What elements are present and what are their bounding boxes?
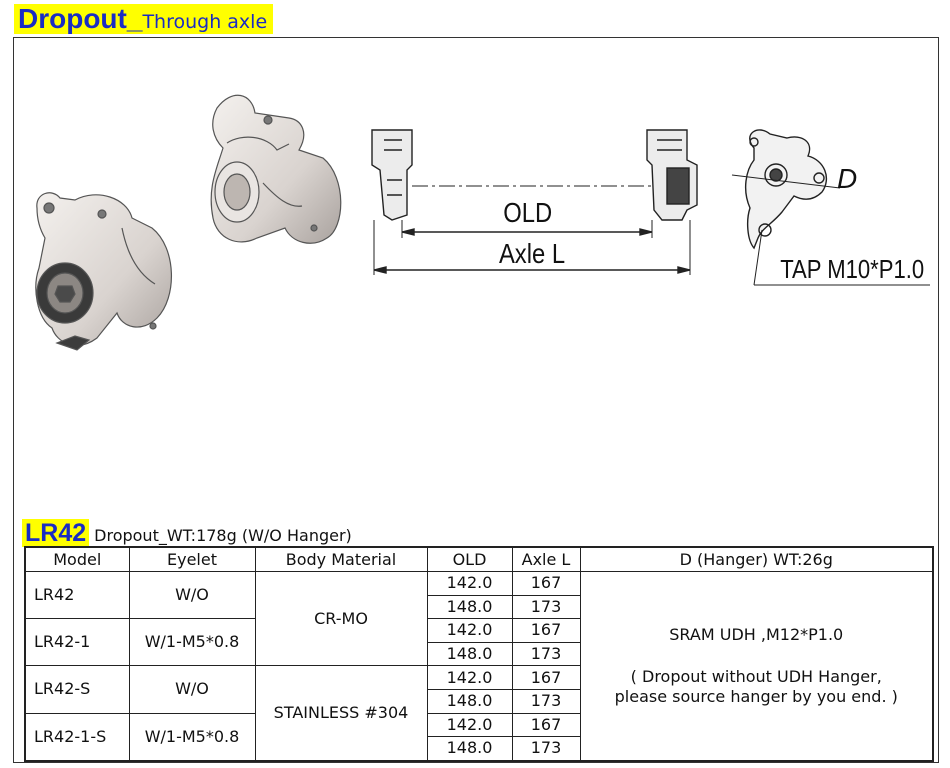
old-cell: 142.0 bbox=[427, 619, 512, 643]
eyelet-cell: W/1-M5*0.8 bbox=[129, 619, 255, 666]
axle-cell: 167 bbox=[512, 619, 580, 643]
old-cell: 142.0 bbox=[427, 666, 512, 690]
spec-model-code: LR42 bbox=[22, 519, 89, 547]
header-hanger: D (Hanger) WT:26g bbox=[580, 547, 933, 572]
old-cell: 142.0 bbox=[427, 572, 512, 596]
old-cell: 148.0 bbox=[427, 689, 512, 713]
table-header-row bbox=[25, 547, 933, 572]
old-cell: 142.0 bbox=[427, 713, 512, 737]
axle-length-label: Axle L bbox=[498, 237, 566, 270]
header-body-material: Body Material bbox=[255, 547, 427, 572]
axle-cell: 173 bbox=[512, 595, 580, 619]
header-old: OLD bbox=[427, 547, 512, 572]
hanger-note-line2: please source hanger by you end. ) bbox=[614, 686, 898, 706]
page-title-sub: Through axle bbox=[142, 11, 268, 33]
hanger-note-line1: ( Dropout without UDH Hanger, bbox=[630, 666, 882, 686]
eyelet-cell: W/O bbox=[129, 666, 255, 713]
axle-cell: 167 bbox=[512, 572, 580, 596]
hanger-cell bbox=[580, 572, 933, 761]
old-cell: 148.0 bbox=[427, 595, 512, 619]
tap-thread-label: TAP M10*P1.0 bbox=[780, 255, 925, 285]
spec-description: Dropout_WT:178g (W/O Hanger) bbox=[94, 526, 352, 545]
axle-cell: 167 bbox=[512, 666, 580, 690]
old-cell: 148.0 bbox=[427, 642, 512, 666]
hanger-spec: SRAM UDH ,M12*P1.0 bbox=[669, 624, 844, 644]
axle-cell: 173 bbox=[512, 642, 580, 666]
table-row bbox=[25, 572, 933, 596]
axle-dimension-drawing bbox=[362, 120, 932, 300]
model-cell: LR42-1-S bbox=[25, 713, 129, 761]
material-cell: CR-MO bbox=[255, 572, 427, 666]
model-cell: LR42-1 bbox=[25, 619, 129, 666]
old-dimension-label: OLD bbox=[503, 196, 553, 229]
header-axle-l: Axle L bbox=[512, 547, 580, 572]
axle-cell: 173 bbox=[512, 689, 580, 713]
page-title bbox=[14, 4, 273, 34]
axle-cell: 173 bbox=[512, 737, 580, 761]
eyelet-cell: W/O bbox=[129, 572, 255, 619]
old-cell: 148.0 bbox=[427, 737, 512, 761]
dropout-product-image bbox=[27, 88, 357, 370]
material-cell: STAINLESS #304 bbox=[255, 666, 427, 761]
d-dimension-label: D bbox=[837, 163, 858, 194]
eyelet-cell: W/1-M5*0.8 bbox=[129, 713, 255, 761]
spec-table bbox=[24, 546, 934, 762]
page-title-main: Dropout_ bbox=[18, 3, 143, 34]
model-cell: LR42-S bbox=[25, 666, 129, 713]
model-cell: LR42 bbox=[25, 572, 129, 619]
spec-heading bbox=[22, 517, 352, 547]
axle-cell: 167 bbox=[512, 713, 580, 737]
header-model: Model bbox=[25, 547, 129, 572]
header-eyelet: Eyelet bbox=[129, 547, 255, 572]
